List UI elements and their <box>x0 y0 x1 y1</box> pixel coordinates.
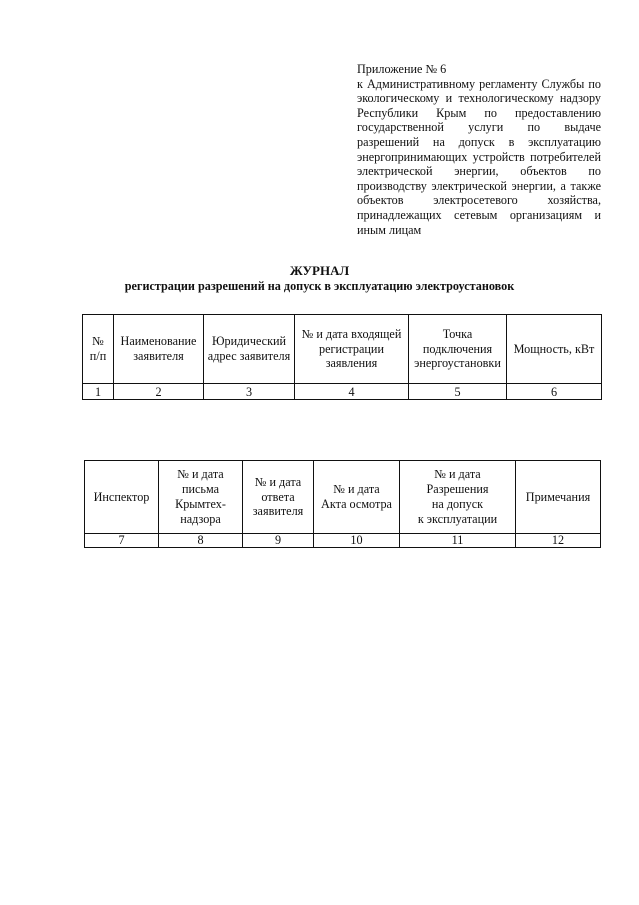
header-line: адрес заявителя <box>207 349 291 363</box>
column-header-krymtekhnadzor-letter <box>159 461 243 534</box>
appendix-text: к Административному регламенту Службы по экологическому и технологическому надзору Республики Крым по предоставлению государственной услуги по выдаче разрешений на допуск в эксплуатацию энергопринимающих устройств потребителей электрической энергии, объектов по производству электрической энергии, а также объектов электросетевого хозяйства, принадлежащих сетевым организациям и иным лицам <box>357 76 601 237</box>
header-line: Акта осмотра <box>321 497 392 511</box>
appendix-title: Приложение № 6 <box>357 62 447 76</box>
header-line: энергоустановки <box>414 356 501 371</box>
journal-title: ЖУРНАЛ <box>289 263 350 278</box>
column-header-permit <box>400 461 516 534</box>
column-header-number <box>83 315 114 384</box>
registration-table-part-1 <box>82 314 602 400</box>
column-number: 5 <box>409 384 507 400</box>
header-line: заявления <box>325 356 378 371</box>
header-line: на допуск <box>431 497 484 511</box>
header-line: Юридический <box>211 334 287 349</box>
column-number-row <box>83 384 602 400</box>
header-line: заявителя <box>133 349 184 363</box>
column-number: 8 <box>159 534 243 548</box>
header-line: № и дата <box>434 467 481 482</box>
header-line: к эксплуатации <box>417 511 498 526</box>
header-line: Точка <box>442 326 473 341</box>
column-header-incoming-registration <box>295 315 409 384</box>
column-header-applicant-reply <box>243 461 314 534</box>
column-number: 11 <box>400 534 516 548</box>
column-header-power <box>507 315 602 384</box>
column-header-inspection-act <box>314 461 400 534</box>
journal-subtitle: регистрации разрешений на допуск в эксплуатацию электроустановок <box>124 279 515 293</box>
header-line: № и дата <box>254 474 302 489</box>
registration-table-part-2 <box>84 460 601 548</box>
column-header-inspector <box>85 461 159 534</box>
header-line: Наименование <box>120 334 197 349</box>
header-line: надзора <box>180 511 221 526</box>
header-line: Мощность, кВт <box>513 341 595 356</box>
header-line: Крымтех- <box>175 497 226 511</box>
table-header-row <box>83 315 602 384</box>
column-header-notes <box>516 461 601 534</box>
header-line: п/п <box>89 349 107 363</box>
header-line: Разрешения <box>426 482 489 497</box>
header-line: ответа <box>261 489 295 504</box>
header-line: подключения <box>422 341 493 356</box>
table-header-row <box>85 461 601 534</box>
column-header-connection-point <box>409 315 507 384</box>
column-number: 4 <box>295 384 409 400</box>
column-number: 6 <box>507 384 602 400</box>
column-header-legal-address <box>204 315 295 384</box>
column-number: 2 <box>114 384 204 400</box>
column-number-row <box>85 534 601 548</box>
column-number: 1 <box>83 384 114 400</box>
column-number: 10 <box>314 534 400 548</box>
column-header-applicant-name <box>114 315 204 384</box>
column-number: 9 <box>243 534 314 548</box>
header-line: заявителя <box>252 504 304 519</box>
appendix-block <box>357 62 601 237</box>
column-number: 7 <box>85 534 159 548</box>
column-number: 12 <box>516 534 601 548</box>
header-line: письма <box>181 482 220 497</box>
header-line: № и дата <box>333 482 380 497</box>
header-line: № и дата <box>177 467 224 482</box>
header-line: Примечания <box>525 489 591 504</box>
header-line: № <box>92 334 104 349</box>
column-number: 3 <box>204 384 295 400</box>
header-line: регистрации <box>319 341 384 356</box>
header-line: Инспектор <box>93 489 150 504</box>
header-line: № и дата входящей <box>301 326 402 341</box>
